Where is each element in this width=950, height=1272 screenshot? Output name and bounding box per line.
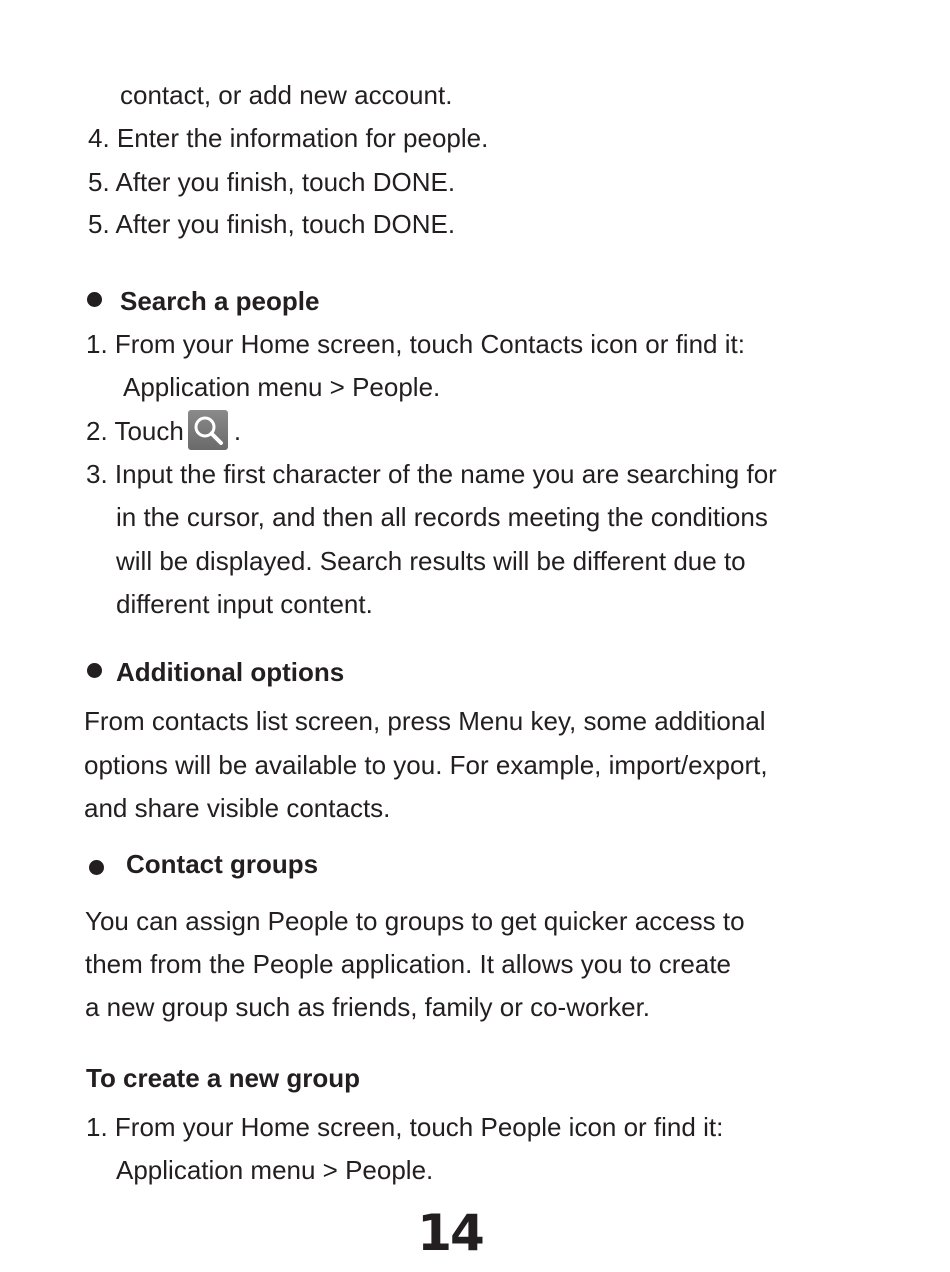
search-step-1-cont: Application menu > People. bbox=[123, 372, 441, 402]
create-group-heading: To create a new group bbox=[86, 1063, 361, 1093]
search-step-3-line-2: in the cursor, and then all records meeting the conditions bbox=[116, 502, 768, 532]
search-step-2-suffix: . bbox=[233, 416, 242, 446]
additional-options-heading: Additional options bbox=[116, 657, 345, 687]
bullet-icon bbox=[89, 860, 104, 875]
contact-groups-line-1: You can assign People to groups to get quicker access to bbox=[85, 906, 745, 936]
create-group-step-1-cont: Application menu > People. bbox=[116, 1155, 434, 1185]
contact-groups-heading: Contact groups bbox=[126, 849, 319, 879]
step-continuation: contact, or add new account. bbox=[120, 80, 453, 110]
search-people-heading: Search a people bbox=[120, 286, 320, 316]
contact-groups-line-2: them from the People application. It allows you to create bbox=[85, 949, 732, 979]
page-number: 14 bbox=[417, 1204, 483, 1262]
step-4: 4. Enter the information for people. bbox=[88, 123, 489, 153]
step-5-duplicate: 5. After you finish, touch DONE. bbox=[88, 209, 456, 239]
search-step-3-line-1: 3. Input the first character of the name you are searching for bbox=[86, 459, 777, 489]
contact-groups-line-3: a new group such as friends, family or co-worker. bbox=[85, 992, 651, 1022]
additional-options-line-2: options will be available to you. For example, import/export, bbox=[84, 750, 768, 780]
additional-options-line-1: From contacts list screen, press Menu key, some additional bbox=[84, 706, 766, 736]
bullet-icon bbox=[87, 663, 102, 678]
create-group-step-1: 1. From your Home screen, touch People icon or find it: bbox=[86, 1112, 724, 1142]
search-icon bbox=[188, 410, 228, 450]
search-step-2-prefix: 2. Touch bbox=[86, 416, 184, 446]
step-5: 5. After you finish, touch DONE. bbox=[88, 167, 456, 197]
additional-options-line-3: and share visible contacts. bbox=[84, 793, 391, 823]
search-step-3-line-3: will be displayed. Search results will be different due to bbox=[116, 546, 746, 576]
search-step-3-line-4: different input content. bbox=[116, 589, 373, 619]
bullet-icon bbox=[87, 292, 102, 307]
search-step-1: 1. From your Home screen, touch Contacts icon or find it: bbox=[86, 329, 745, 359]
search-step-2 bbox=[86, 415, 241, 450]
